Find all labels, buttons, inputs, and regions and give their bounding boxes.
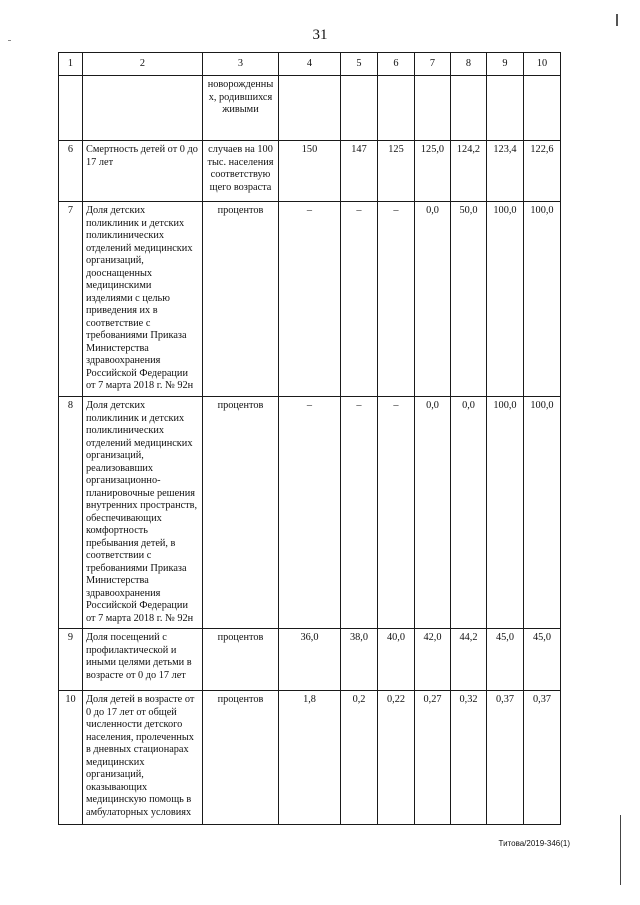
value-cell [451, 76, 487, 141]
value-cell: 100,0 [524, 397, 561, 629]
value-cell: 122,6 [524, 141, 561, 202]
page-number: 31 [312, 27, 328, 43]
value-cell [341, 76, 378, 141]
value-cell: 150 [279, 141, 341, 202]
value-cell: 125 [378, 141, 415, 202]
value-cell: 0,22 [378, 691, 415, 825]
value-cell: 45,0 [524, 629, 561, 691]
table-row [59, 629, 561, 691]
value-cell: 123,4 [487, 141, 524, 202]
value-cell: 36,0 [279, 629, 341, 691]
value-cell: 100,0 [524, 202, 561, 397]
value-cell: – [378, 397, 415, 629]
value-cell: 38,0 [341, 629, 378, 691]
column-header: 7 [415, 53, 451, 76]
value-cell [524, 76, 561, 141]
value-cell [415, 76, 451, 141]
value-cell: 0,0 [415, 202, 451, 397]
value-cell: 0,37 [487, 691, 524, 825]
row-number: 9 [59, 629, 83, 691]
value-cell: – [341, 202, 378, 397]
indicator-name: Доля посещений с профилактической и иными целями детьми в возрасте от 0 до 17 лет [83, 629, 203, 691]
document-code: Титова/2019-346(1) [498, 839, 570, 848]
indicator-name: Смертность детей от 0 до 17 лет [83, 141, 203, 202]
indicator-name: Доля детских поликлиник и детских поликлинических отделений медицинских организаций, реализовавших организационно-планировочные решения внутренних пространств, обеспечивающих комфортность пребывания детей, в соответствии с требованиями Приказа Министерства здравоохранения Российской Федерации от 7 марта 2018 г. № 92н [83, 397, 203, 629]
value-cell: 42,0 [415, 629, 451, 691]
indicator-table [58, 52, 561, 825]
value-cell: 124,2 [451, 141, 487, 202]
row-number [59, 76, 83, 141]
row-number: 10 [59, 691, 83, 825]
column-header: 3 [203, 53, 279, 76]
table-row [59, 397, 561, 629]
row-number: 6 [59, 141, 83, 202]
table-row [59, 691, 561, 825]
indicator-name [83, 76, 203, 141]
table-row [59, 76, 561, 141]
value-cell: 0,0 [415, 397, 451, 629]
value-cell: 0,27 [415, 691, 451, 825]
column-header: 6 [378, 53, 415, 76]
indicator-name: Доля детей в возрасте от 0 до 17 лет от общей численности детского населения, пролеченных в дневных стационарах медицинских организаций, оказывающих медицинскую помощь в амбулаторных условиях [83, 691, 203, 825]
row-number: 7 [59, 202, 83, 397]
scan-mark [620, 815, 621, 885]
value-cell: 40,0 [378, 629, 415, 691]
value-cell: – [341, 397, 378, 629]
value-cell: – [279, 202, 341, 397]
value-cell: 0,0 [451, 397, 487, 629]
scan-mark [8, 40, 11, 41]
value-cell: 0,2 [341, 691, 378, 825]
unit-cell: процентов [203, 202, 279, 397]
value-cell: – [279, 397, 341, 629]
unit-cell: новорожденны х, родившихся живыми [203, 76, 279, 141]
value-cell: 100,0 [487, 202, 524, 397]
scan-mark [616, 14, 618, 26]
value-cell: 50,0 [451, 202, 487, 397]
value-cell [378, 76, 415, 141]
indicator-name: Доля детских поликлиник и детских поликлинических отделений медицинских организаций, дооснащенных медицинскими изделиями с целью приведения их в соответствие с требованиями Приказа Министерства здравоохранения Российской Федерации от 7 марта 2018 г. № 92н [83, 202, 203, 397]
column-header: 4 [279, 53, 341, 76]
value-cell: 44,2 [451, 629, 487, 691]
value-cell [279, 76, 341, 141]
value-cell [487, 76, 524, 141]
table-header-row [59, 53, 561, 76]
value-cell: 125,0 [415, 141, 451, 202]
table-row [59, 141, 561, 202]
column-header: 1 [59, 53, 83, 76]
value-cell: 0,32 [451, 691, 487, 825]
value-cell: 45,0 [487, 629, 524, 691]
column-header: 2 [83, 53, 203, 76]
unit-cell: процентов [203, 691, 279, 825]
value-cell: 147 [341, 141, 378, 202]
unit-cell: процентов [203, 397, 279, 629]
row-number: 8 [59, 397, 83, 629]
value-cell: 0,37 [524, 691, 561, 825]
value-cell: 100,0 [487, 397, 524, 629]
column-header: 9 [487, 53, 524, 76]
column-header: 8 [451, 53, 487, 76]
unit-cell: процентов [203, 629, 279, 691]
value-cell: 1,8 [279, 691, 341, 825]
table-row [59, 202, 561, 397]
value-cell: – [378, 202, 415, 397]
column-header: 5 [341, 53, 378, 76]
column-header: 10 [524, 53, 561, 76]
unit-cell: случаев на 100 тыс. населения соответствую щего возраста [203, 141, 279, 202]
